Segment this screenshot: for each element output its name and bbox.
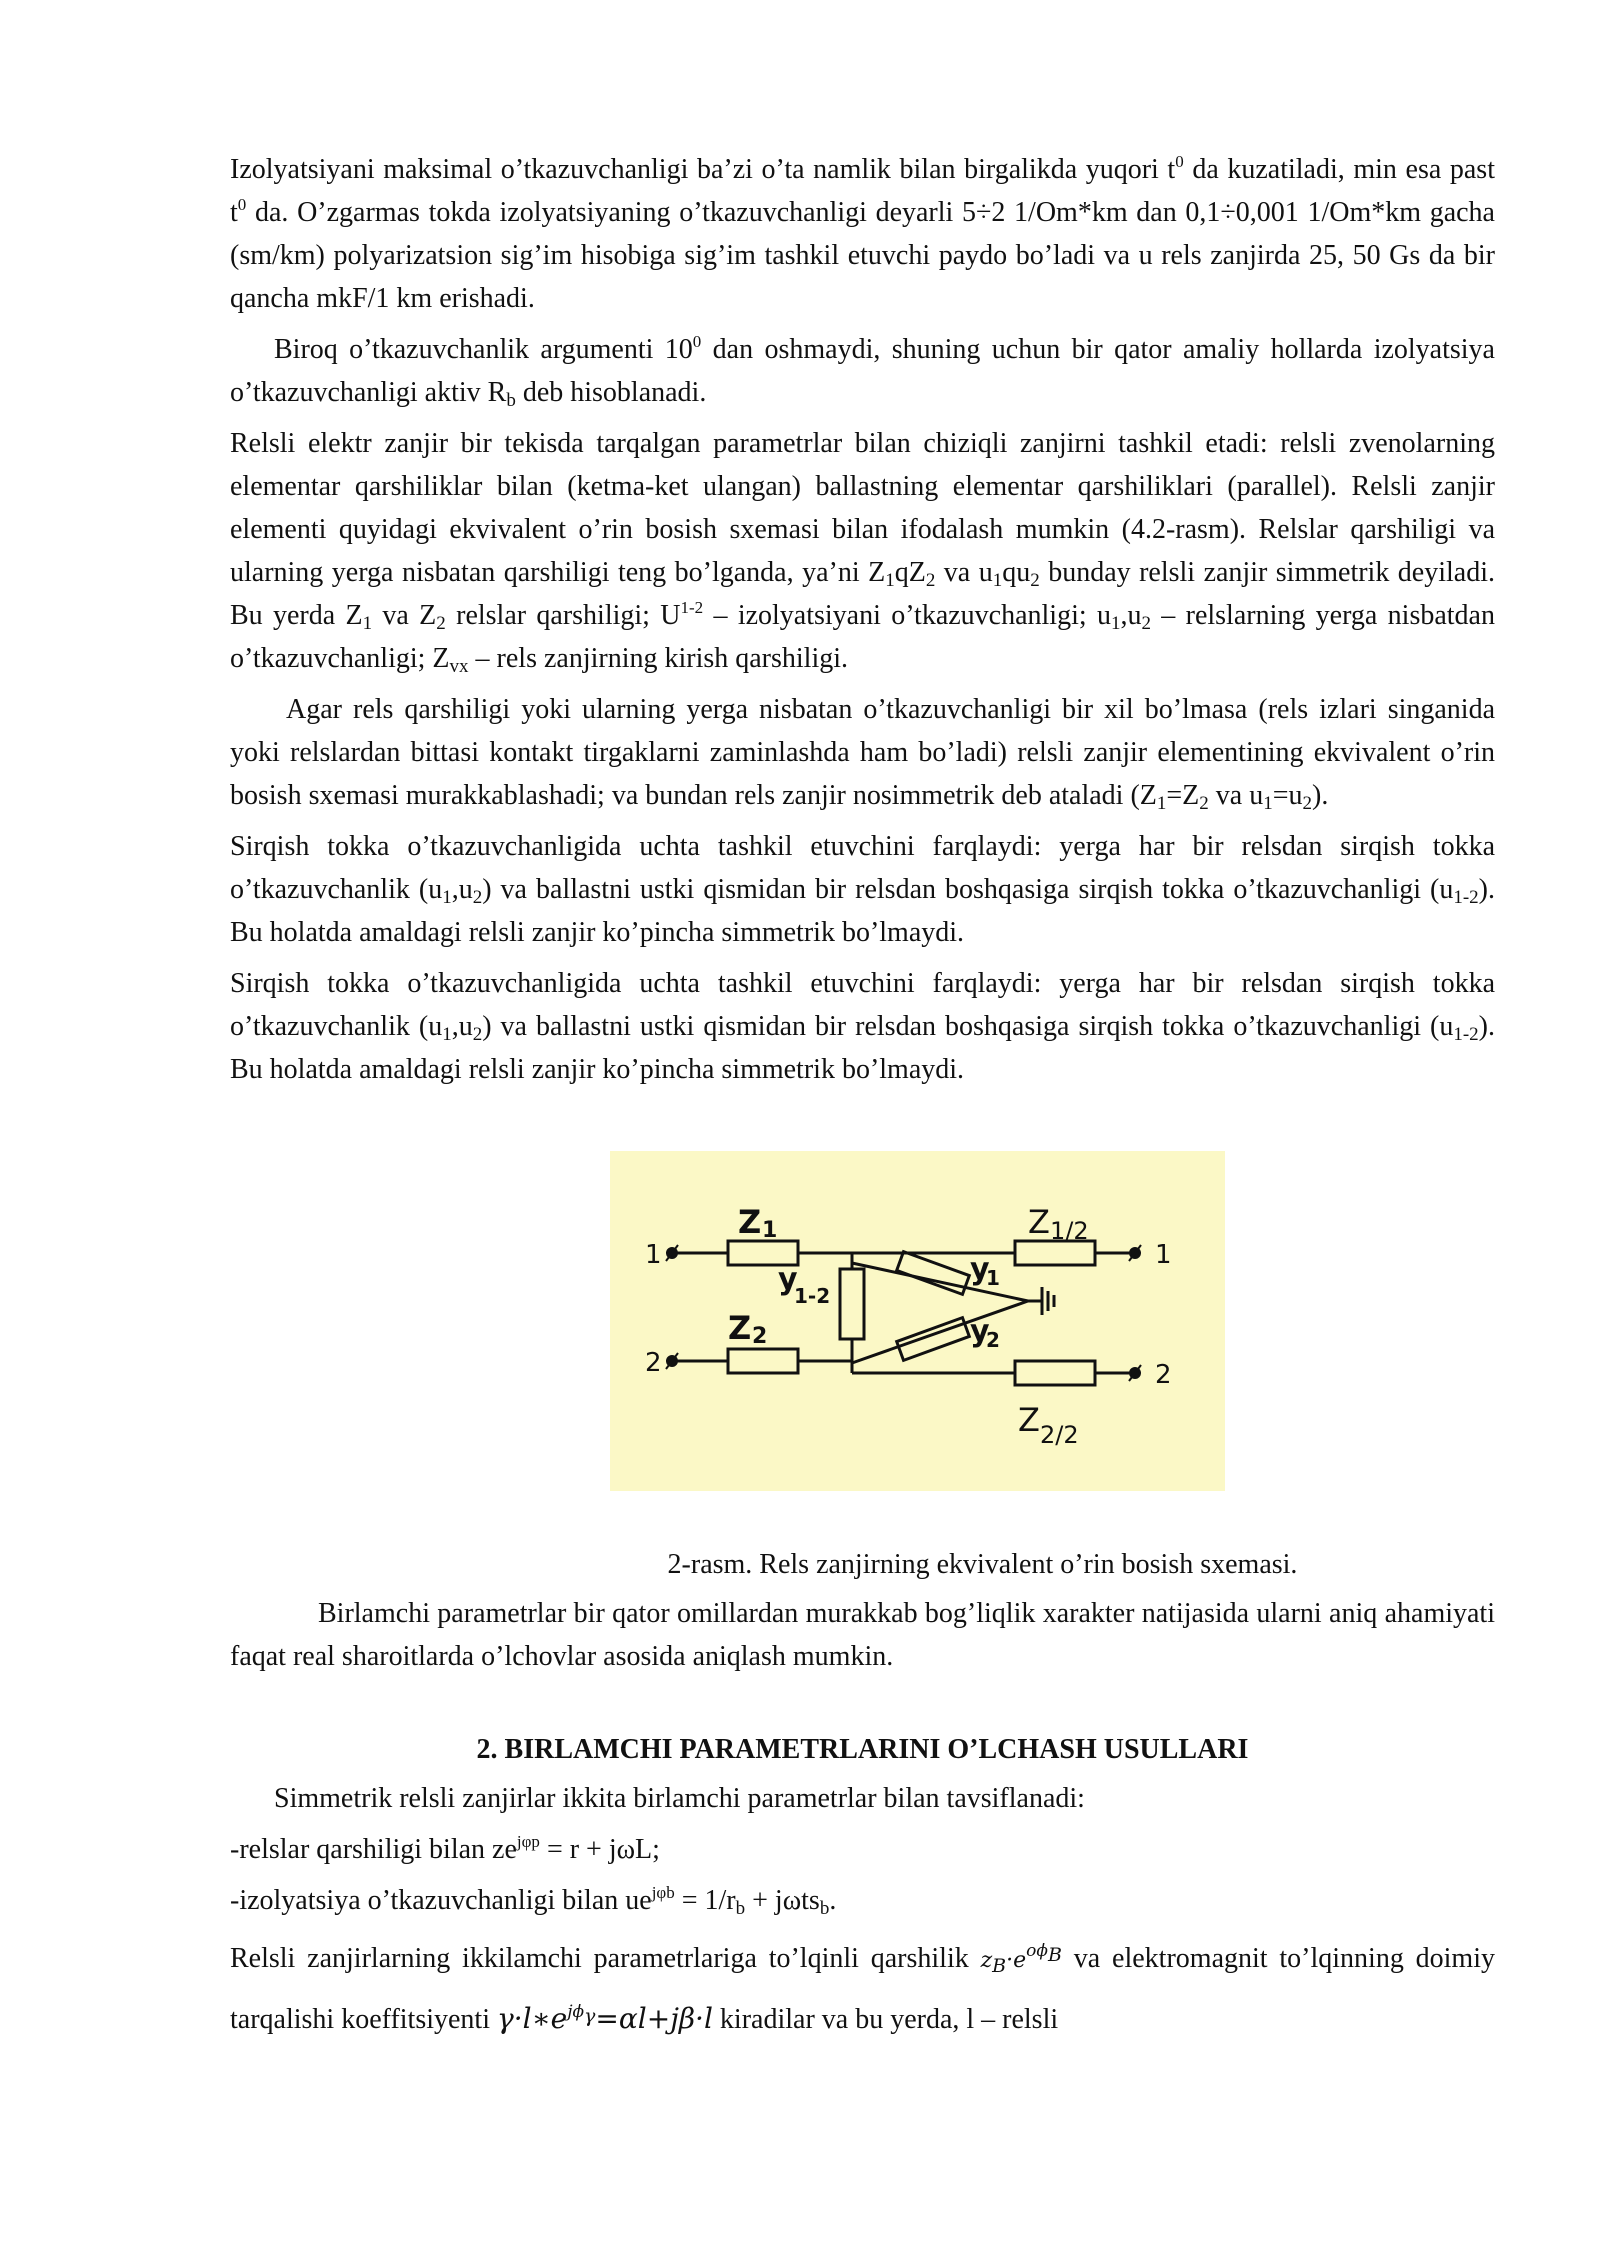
label-y1-sub: 1 — [986, 1266, 1000, 1290]
label-z12: Z — [1028, 1203, 1050, 1241]
paragraph-6: Birlamchi parametrlar bir qator omillardan murakkab bog’liqlik xarakter natijasida ularni aniq ahamiyati faqat real sharoitlarda o’lchovlar asosida aniqlash mumkin. — [230, 1598, 1495, 1672]
label-y12-sub: 1-2 — [794, 1284, 831, 1308]
label-term-left-1: 1 — [645, 1240, 662, 1270]
figure-caption: 2-rasm. Rels zanjirning ekvivalent o’rin bosish sxemasi. — [667, 1549, 1298, 1580]
resistor-y1 — [897, 1252, 970, 1295]
paragraph-1: Izolyatsiyani maksimal o’tkazuvchanligi ba’zi o’ta namlik bilan birgalikda yuqori $t^0$ da kuzatiladi, min esa past $t^0$ da. O’zgarmas tokda izolyatsiyaning o’tkazuvchanligi deyarli 5÷2 1/Om*km dan 0,1÷0,001 1/Om*km gacha (sm/km) polyarizatsion sig’im hisobiga sig’im tashkil etuvchi paydo bo’ladi va u rels zanjirda 25, 50 Gs da bir qancha mkF/1 km erishadi. — [230, 152, 1495, 314]
label-term-left-2: 2 — [645, 1348, 662, 1378]
resistor-y12 — [840, 1269, 864, 1339]
formula-wave-impedance: $z_B\cdot e^{o\phi_B}$ — [980, 1941, 1062, 1977]
label-z2: Z — [728, 1309, 752, 1347]
ground-icon — [1042, 1287, 1054, 1315]
label-z22: Z — [1018, 1401, 1040, 1439]
paragraph-9: -izolyatsiya o’tkazuvchanligi bilan $ue^{j\varphi b} = 1/r_b + j\omega ts_b$. — [230, 1883, 837, 1919]
paragraph-5-repeat: Sirqish tokka o’tkazuvchanligida uchta tashkil etuvchini farqlaydi: yerga har bir relsdan sirqish tokka o’tkazuvchanlik $(u_1,u_2)$ va ballastni ustki qismidan bir relsdan boshqasiga sirqish tokka o’tkazuvchanligi $(u_{1-2})$. Bu holatda amaldagi relsli zanjir ko’pincha simmetrik bo’lmaydi. — [230, 968, 1495, 1085]
document-page — [230, 148, 1495, 2057]
label-y12: y — [778, 1262, 798, 1297]
resistor-z22 — [1015, 1361, 1095, 1385]
label-z2-sub: 2 — [752, 1324, 768, 1349]
label-z1: Z — [738, 1203, 762, 1241]
paragraph-8: -relslar qarshiligi bilan $ze^{j\varphi p} = r + j\omega L$; — [230, 1832, 660, 1865]
circuit-diagram — [610, 1151, 1225, 1491]
resistor-z2 — [728, 1349, 798, 1373]
wire — [852, 1263, 1028, 1301]
label-z12-sub: 1/2 — [1050, 1217, 1089, 1245]
wire — [852, 1301, 1028, 1363]
formula-propagation: $\gamma\cdot l∗e^{j\phi_\gamma}=\alpha l+j\beta\cdot l$ — [496, 2002, 713, 2035]
figure-container — [230, 1151, 1495, 1543]
section-heading: 2. BIRLAMCHI PARAMETRLARINI O’LCHASH USULLARI — [476, 1734, 1249, 1765]
label-y2-sub: 2 — [986, 1328, 1000, 1352]
paragraph-7: Simmetrik relsli zanjirlar ikkita birlamchi parametrlar bilan tavsiflanadi: — [274, 1783, 1085, 1814]
label-term-right-1: 1 — [1155, 1240, 1172, 1270]
paragraph-5: Sirqish tokka o’tkazuvchanligida uchta tashkil etuvchini farqlaydi: yerga har bir relsdan sirqish tokka o’tkazuvchanlik $(u_1,u_2)$ va ballastni ustki qismidan bir relsdan boshqasiga sirqish tokka o’tkazuvchanligi $(u_{1-2})$. Bu holatda amaldagi relsli zanjir ko’pincha simmetrik bo’lmaydi. — [230, 831, 1495, 948]
paragraph-4: Agar rels qarshiligi yoki ularning yerga nisbatan o’tkazuvchanligi bir xil bo’lmasa (rels izlari singanida yoki relslardan bittasi kontakt tirgaklarni zaminlashda ham bo’ladi) relsli zanjir elementining ekvivalent o’rin bosish sxemasi murakkablashadi; va bundan rels zanjir nosimmetrik deb ataladi ($Z_1=Z_2$ va $u_1=u_2$). — [230, 694, 1495, 814]
label-y1: y — [970, 1252, 990, 1287]
label-z22-sub: 2/2 — [1040, 1421, 1079, 1449]
paragraph-2: Biroq o’tkazuvchanlik argumenti $10^0$ dan oshmaydi, shuning uchun bir qator amaliy hollarda izolyatsiya o’tkazuvchanligi aktiv $R_b$ deb hisoblanadi. — [230, 332, 1495, 411]
label-y2: y — [970, 1314, 990, 1349]
paragraph-3: Relsli elektr zanjir bir tekisda tarqalgan parametrlar bilan chiziqli zanjirni tashkil etadi: relsli zvenolarning elementar qarshiliklar bilan (ketma-ket ulangan) ballastning elementar qarshiliklari (parallel). Relsli zanjir elementi quyidagi ekvivalent o’rin bosish sxemasi bilan ifodalash mumkin (4.2-rasm). Relslar qarshiligi va ularning yerga nisbatan qarshiligi teng bo’lganda, ya’ni $Z_1qZ_2$ va $u_1qu_2$ bunday relsli zanjir simmetrik deyiladi. Bu yerda $Z_1$ va $Z_2$ relslar qarshiligi; $U^{1-2}$ – izolyatsiyani o’tkazuvchanligi; $u_1,u_2$ – relslarning yerga nisbatdan o’tkazuvchanligi; $Z_{vx}$ – rels zanjirning kirish qarshiligi. — [230, 428, 1495, 677]
label-z1-sub: 1 — [762, 1218, 778, 1243]
label-term-right-2: 2 — [1155, 1360, 1172, 1390]
circuit-svg — [610, 1151, 1225, 1491]
paragraph-10: Relsli zanjirlarning ikkilamchi parametrlariga to’lqinli qarshilik $z_B\cdot e^{o\phi_B}$ va elektromagnit to’lqinning doimiy tarqalishi koeffitsiyenti $\gamma\cdot l∗e^{j\phi_\gamma}=\alpha l+j\beta\cdot l$ kiradilar va bu yerda, l – relsli — [230, 1941, 1495, 2035]
